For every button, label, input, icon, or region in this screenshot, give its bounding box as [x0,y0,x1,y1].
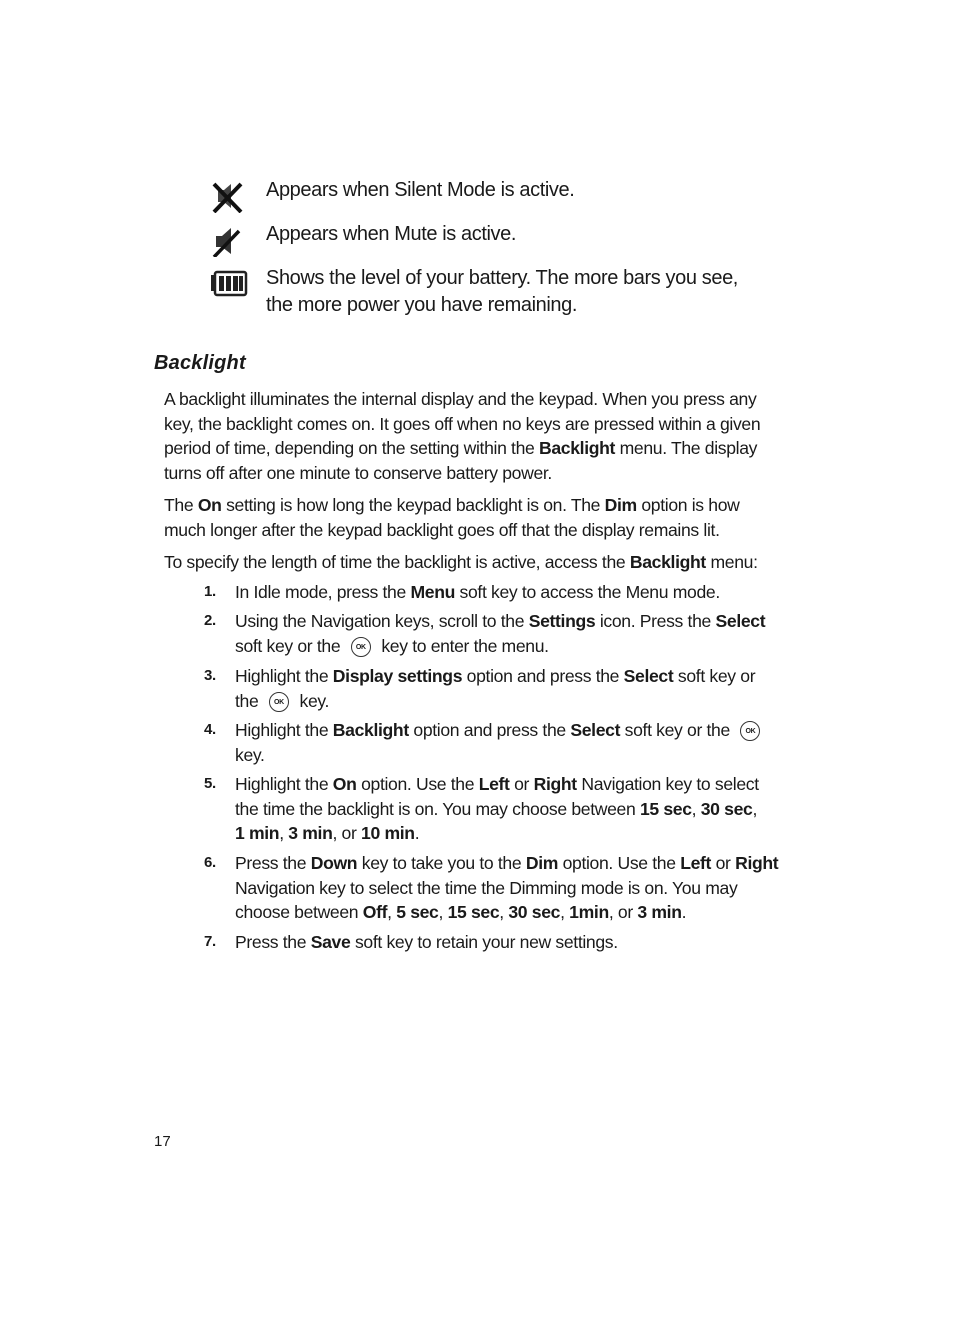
step-text: Press the Save soft key to retain your new settings. [235,932,618,952]
icon-description: Appears when Silent Mode is active. [266,179,575,201]
ok-key-icon: OK [740,721,760,741]
section-title: Backlight [154,352,246,374]
step-number: 3. [204,667,216,684]
paragraph: A backlight illuminates the internal display and the keypad. When you press any key, the backlight comes on. It goes off when no keys are pressed within a given period of time, depending on the setting within the Backlight menu. The display turns off after one minute to conserve battery power. [164,389,761,483]
step-text: Highlight the Display settings option and press the Select soft key or the OK key. [235,666,756,711]
step-text: Using the Navigation keys, scroll to the Settings icon. Press the Select soft key or the OK key to enter the menu. [235,611,766,656]
step-number: 6. [204,854,216,871]
silent-mode-icon [208,179,250,213]
paragraph: To specify the length of time the backlight is active, access the Backlight menu: [164,552,758,572]
step-number: 2. [204,612,216,629]
ok-key-icon: OK [351,637,371,657]
step-text: In Idle mode, press the Menu soft key to access the Menu mode. [235,582,720,602]
step-text: Press the Down key to take you to the Dim option. Use the Left or Right Navigation key to select the time the Dimming mode is on. You may choose between Off, 5 sec, 15 sec, 30 sec, 1min, or 3 min. [235,853,779,923]
step-text: Highlight the Backlight option and press the Select soft key or the OK key. [235,718,780,767]
step-text: Highlight the On option. Use the Left or Right Navigation key to select the time the backlight is on. You may choose between 15 sec, 30 sec, 1 min, 3 min, or 10 min. [235,774,759,844]
step-number: 4. [204,721,216,738]
icon-row-mute [208,221,517,257]
ok-key-icon: OK [269,692,289,712]
step-number: 7. [204,933,216,950]
step-number: 1. [204,583,216,600]
mute-icon [208,223,250,257]
icon-description: Appears when Mute is active. [266,223,517,245]
step-number: 5. [204,775,216,792]
paragraph: The On setting is how long the keypad backlight is on. The Dim option is how much longer after the keypad backlight goes off that the display remains lit. [164,495,740,540]
battery-icon [208,267,250,301]
page-number: 17 [154,1133,171,1150]
icon-row-silent [208,177,575,213]
icon-row-battery [208,265,738,316]
icon-description: Shows the level of your battery. The more bars you see, the more power you have remaining. [266,267,738,316]
